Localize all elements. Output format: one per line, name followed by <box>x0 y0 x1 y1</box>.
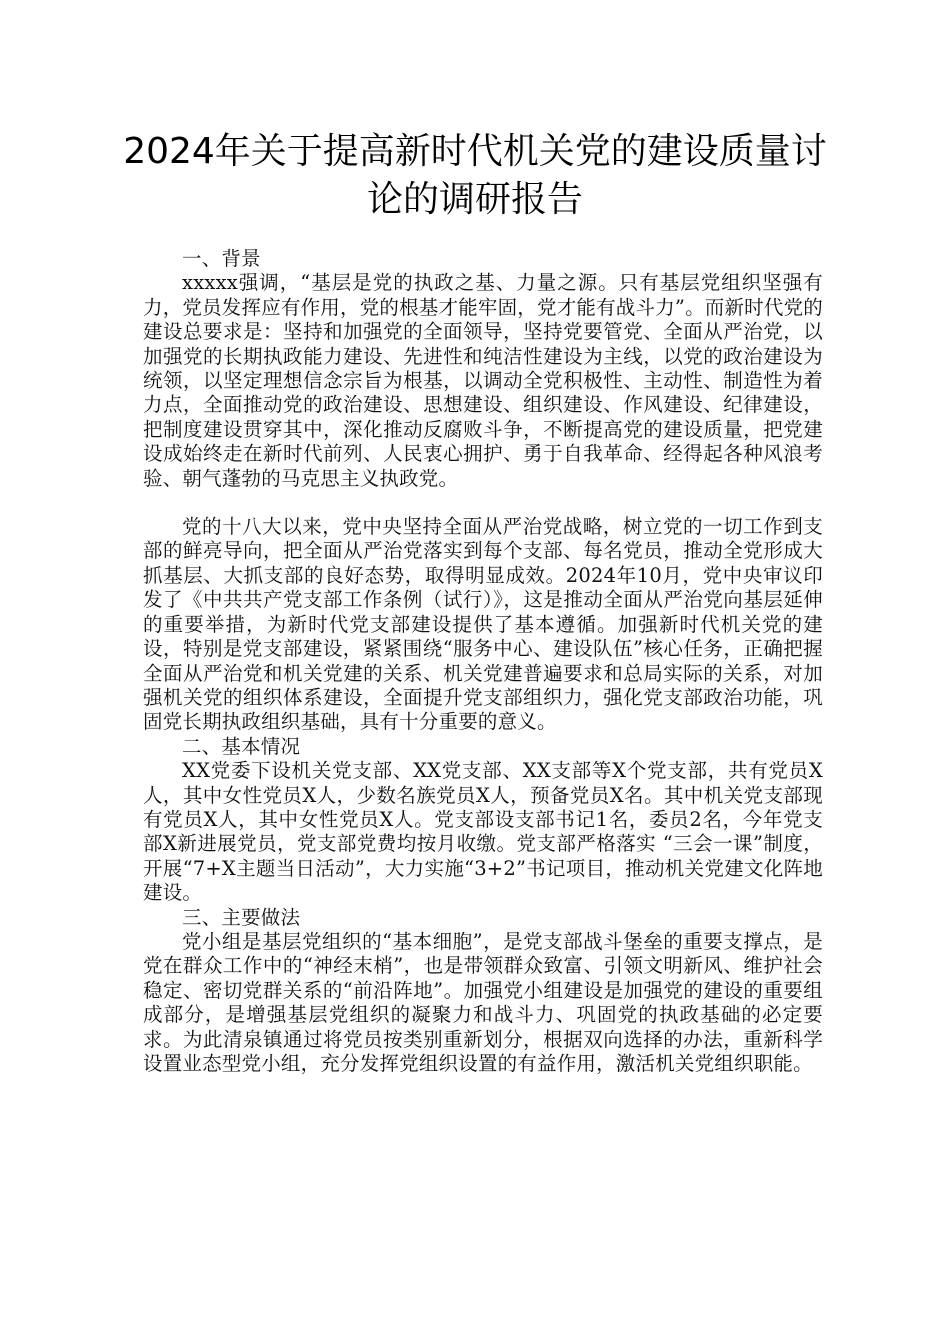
paragraph-spacer <box>143 491 823 515</box>
paragraph-background-2: 党的十八大以来，党中央坚持全面从严治党战略，树立党的一切工作到支部的鲜亮导向，把全面从严治党落实到每个支部、每名党员，推动全党形成大抓基层、大抓支部的良好态势，取得明显成效。2024年10月，党中央审议印发了《中共共产党支部工作条例（试行）》，这是推动全面从严治党向基层延伸的重要举措，为新时代党支部建设提供了基本遵循。加强新时代机关党的建设，特别是党支部建设，紧紧围绕“服务中心、建设队伍”核心任务，正确把握全面从严治党和机关党建的关系、机关党建普遍要求和总局实际的关系，对加强机关党的组织体系建设，全面提升党支部组织力，强化党支部政治功能，巩固党长期执政组织基础，具有十分重要的意义。 <box>143 515 823 734</box>
section-heading-method: 三、主要做法 <box>182 905 301 929</box>
paragraph-method-1: 党小组是基层党组织的“基本细胞”，是党支部战斗堡垒的重要支撑点，是党在群众工作中的“神经末梢”，也是带领群众致富、引领文明新风、维护社会稳定、密切党群关系的“前沿阵地”。加强党小组建设是加强党的建设的重要组成部分，是增强基层党组织的凝聚力和战斗力、巩固党的执政基础的必定要求。为此清泉镇通过将党员按类别重新划分，根据双向选择的办法，重新科学设置业态型党小组，充分发挥党组织设置的有益作用，激活机关党组织职能。 <box>143 929 823 1075</box>
paragraph-basic-1: XX党委下设机关党支部、XX党支部、XX支部等X个党支部，共有党员X人，其中女性党员X人，少数名族党员X人，预备党员X名。其中机关党支部现有党员X人，其中女性党员X人。党支部设支部书记1名，委员2名，今年党支部X新进展党员，党支部党费均按月收缴。党支部严格落实 “三会一课”制度，开展“7+X主题当日活动”，大力实施“3+2”书记项目，推动机关党建文化阵地建设。 <box>143 759 823 905</box>
document-body <box>143 247 823 1076</box>
section-heading-basic: 二、基本情况 <box>182 734 301 758</box>
paragraph-background-1: xxxxx强调，“基层是党的执政之基、力量之源。只有基层党组织坚强有力，党员发挥应有作用，党的根基才能牢固，党才能有战斗力”。而新时代党的建设总要求是：坚持和加强党的全面领导，坚持党要管党、全面从严治党，以加强党的长期执政能力建设、先进性和纯洁性建设为主线，以党的政治建设为统领，以坚定理想信念宗旨为根基，以调动全党积极性、主动性、制造性为着力点，全面推动党的政治建设、思想建设、组织建设、作风建设、纪律建设，把制度建设贯穿其中，深化推动反腐败斗争，不断提高党的建设质量，把党建设成始终走在新时代前列、人民衷心拥护、勇于自我革命、经得起各种风浪考验、朝气蓬勃的马克思主义执政党。 <box>143 271 823 490</box>
document-title: 2024年关于提高新时代机关党的建设质量讨论的调研报告 <box>123 131 827 220</box>
section-heading-background: 一、背景 <box>182 247 261 270</box>
